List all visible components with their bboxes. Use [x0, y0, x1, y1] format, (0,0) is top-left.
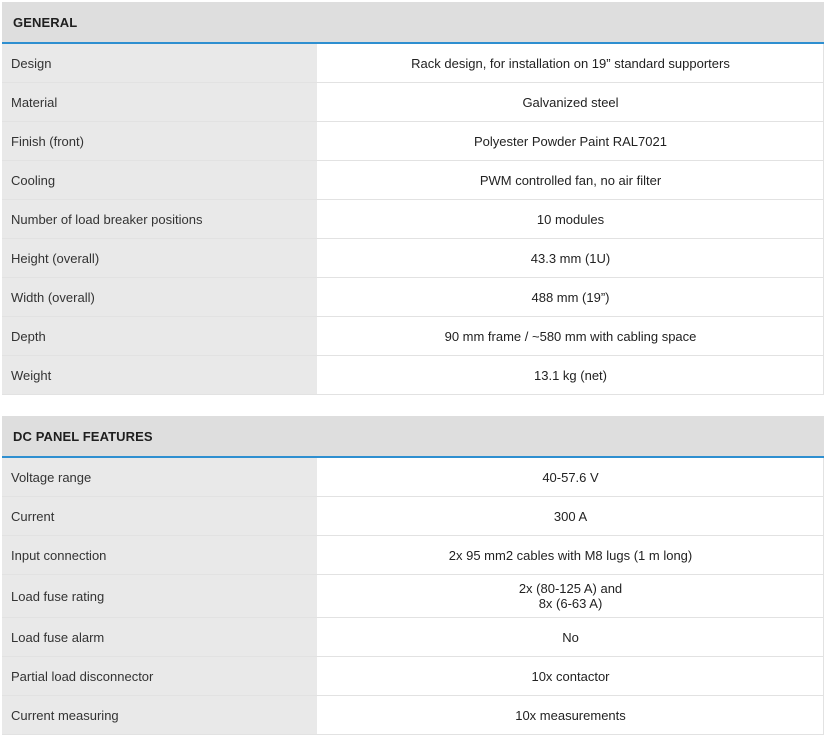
row-value: 10x measurements: [318, 696, 824, 734]
row-value: 13.1 kg (net): [318, 356, 824, 394]
row-label: Depth: [2, 317, 318, 355]
row-label: Partial load disconnector: [2, 657, 318, 695]
row-label: Finish (front): [2, 122, 318, 160]
row-value: PWM controlled fan, no air filter: [318, 161, 824, 199]
row-value-line: 8x (6-63 A): [538, 596, 603, 611]
row-value: 10 modules: [318, 200, 824, 238]
section-title-general: GENERAL: [2, 2, 824, 44]
table-row: [2, 356, 824, 395]
row-label: Input connection: [2, 536, 318, 574]
row-value: 300 A: [318, 497, 824, 535]
row-label: Load fuse rating: [2, 575, 318, 617]
row-label: Height (overall): [2, 239, 318, 277]
table-row: [2, 278, 824, 317]
row-label: Current: [2, 497, 318, 535]
row-value: Polyester Powder Paint RAL7021: [318, 122, 824, 160]
row-label: Design: [2, 44, 318, 82]
row-value: 488 mm (19”): [318, 278, 824, 316]
table-row: [2, 200, 824, 239]
table-row: [2, 122, 824, 161]
row-value: 2x 95 mm2 cables with M8 lugs (1 m long): [318, 536, 824, 574]
row-value: No: [318, 618, 824, 656]
row-label: Width (overall): [2, 278, 318, 316]
row-label: Cooling: [2, 161, 318, 199]
row-label: Current measuring: [2, 696, 318, 734]
row-label: Load fuse alarm: [2, 618, 318, 656]
table-row: [2, 44, 824, 83]
row-label: Number of load breaker positions: [2, 200, 318, 238]
row-value: 10x contactor: [318, 657, 824, 695]
dc-panel-section: [2, 416, 824, 735]
table-row: [2, 317, 824, 356]
row-label: Weight: [2, 356, 318, 394]
table-row: [2, 497, 824, 536]
table-row: [2, 161, 824, 200]
row-value: 40-57.6 V: [318, 458, 824, 496]
row-label: Material: [2, 83, 318, 121]
table-row: [2, 575, 824, 618]
section-title-dc-panel: DC PANEL FEATURES: [2, 416, 824, 458]
table-row: [2, 239, 824, 278]
general-section: [2, 2, 824, 395]
row-value: 90 mm frame / ~580 mm with cabling space: [318, 317, 824, 355]
row-value: [318, 575, 824, 617]
row-value: 43.3 mm (1U): [318, 239, 824, 277]
table-row: [2, 657, 824, 696]
table-row: [2, 458, 824, 497]
table-row: [2, 83, 824, 122]
row-label: Voltage range: [2, 458, 318, 496]
row-value-line: 2x (80-125 A) and: [518, 581, 623, 596]
table-row: [2, 618, 824, 657]
row-value: Rack design, for installation on 19” standard supporters: [318, 44, 824, 82]
table-row: [2, 536, 824, 575]
row-value: Galvanized steel: [318, 83, 824, 121]
table-row: [2, 696, 824, 735]
